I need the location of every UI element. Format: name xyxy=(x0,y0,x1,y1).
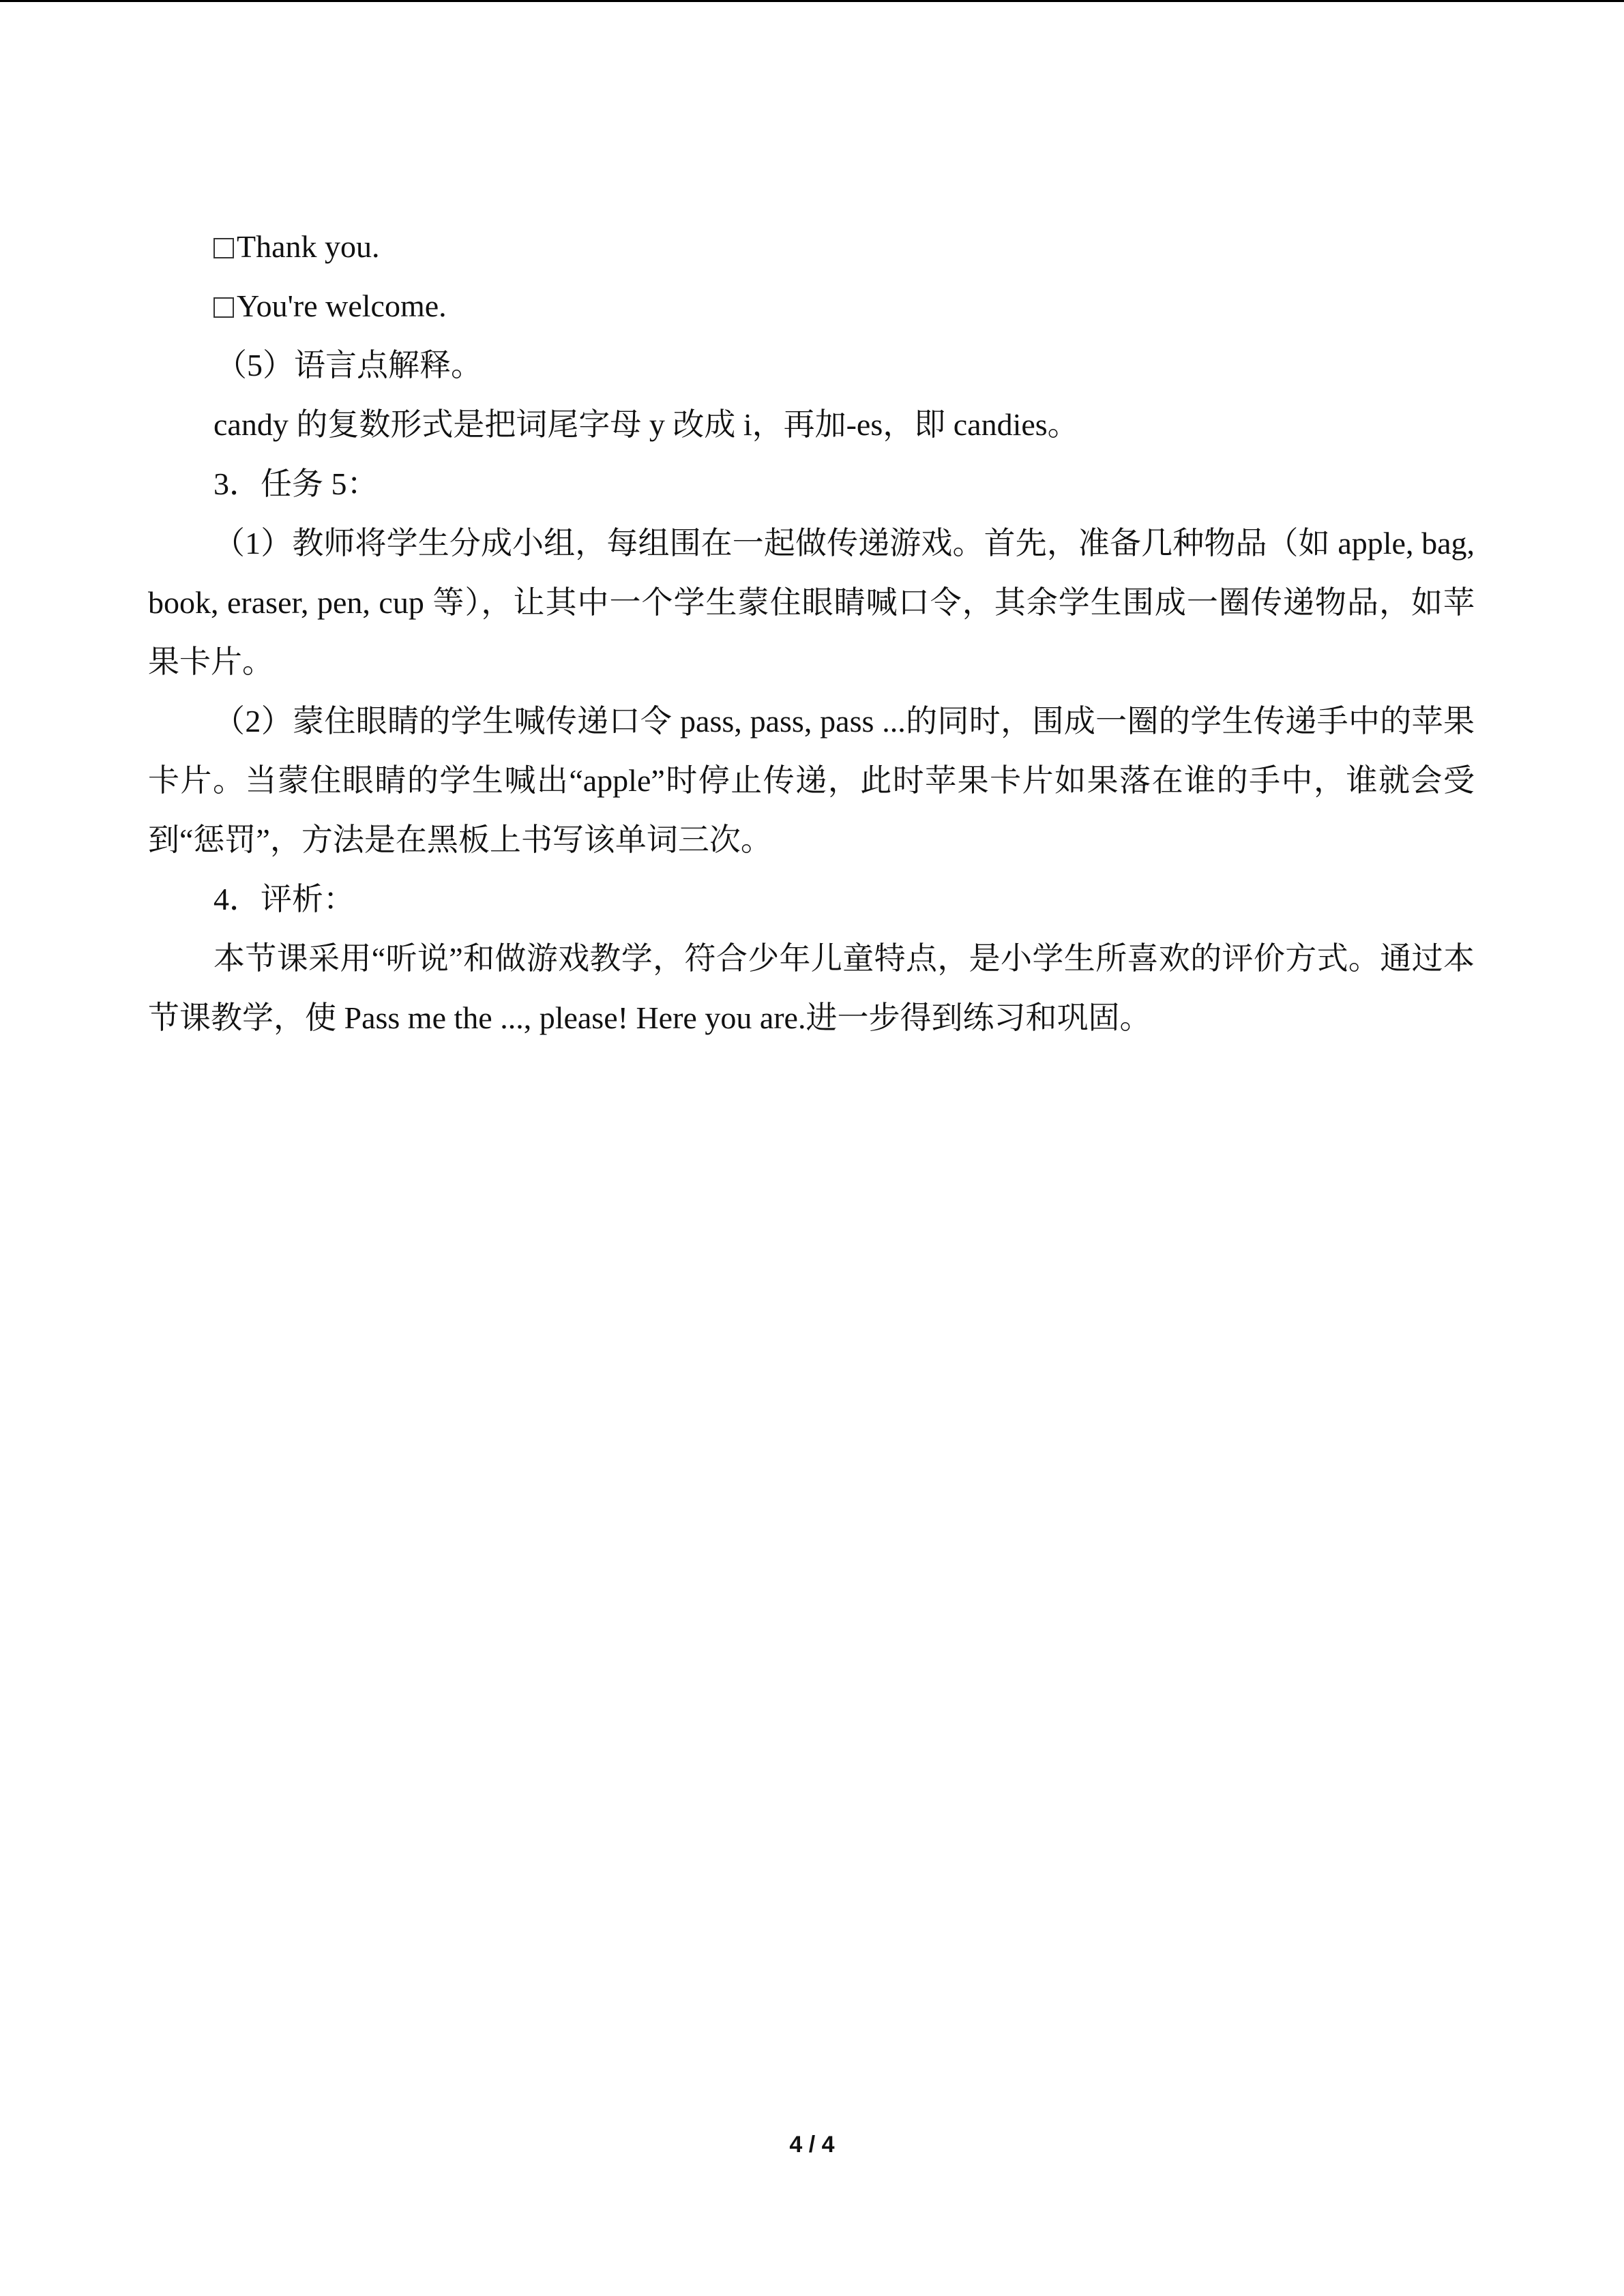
page-number: 4 / 4 xyxy=(789,2132,835,2158)
document-body xyxy=(148,217,1475,1047)
dialogue-text: You're welcome. xyxy=(237,288,447,323)
checkbox-icon xyxy=(213,297,234,318)
step5-heading: （5）语言点解释。 xyxy=(216,348,482,383)
checkbox-icon xyxy=(213,238,234,258)
task5-paragraph-2: （2）蒙住眼睛的学生喊传递口令 pass, pass, pass ...的同时，围成一圈的学生传递手中的苹果卡片。当蒙住眼睛的学生喊出“apple”时停止传递，此时苹果卡片如果落在谁的手中，谁就会受到“惩罚”，方法是在黑板上书写该单词三次。 xyxy=(148,704,1475,857)
task5-paragraph-1: （1）教师将学生分成小组，每组围在一起做传递游戏。首先，准备几种物品（如 apple, bag, book, eraser, pen, cup 等），让其中一个学生蒙住眼睛喊口令，其余学生围成一圈传递物品，如苹果卡片。 xyxy=(148,526,1475,679)
dialogue-text: Thank you. xyxy=(237,229,380,264)
analysis-paragraph: 本节课采用“听说”和做游戏教学，符合少年儿童特点，是小学生所喜欢的评价方式。通过本节课教学，使 Pass me the ..., please! Here you are.进一步得到练习和巩固。 xyxy=(148,941,1475,1035)
dialogue-line-youre-welcome xyxy=(148,276,1475,336)
dialogue-line-thank-you xyxy=(148,217,1475,276)
top-border-line xyxy=(0,0,1624,2)
task5-heading: 3．任务 5： xyxy=(213,466,379,501)
analysis-heading: 4．评析： xyxy=(213,882,355,916)
candy-plural-note: candy 的复数形式是把词尾字母 y 改成 i，再加-es，即 candies。 xyxy=(213,407,1079,442)
